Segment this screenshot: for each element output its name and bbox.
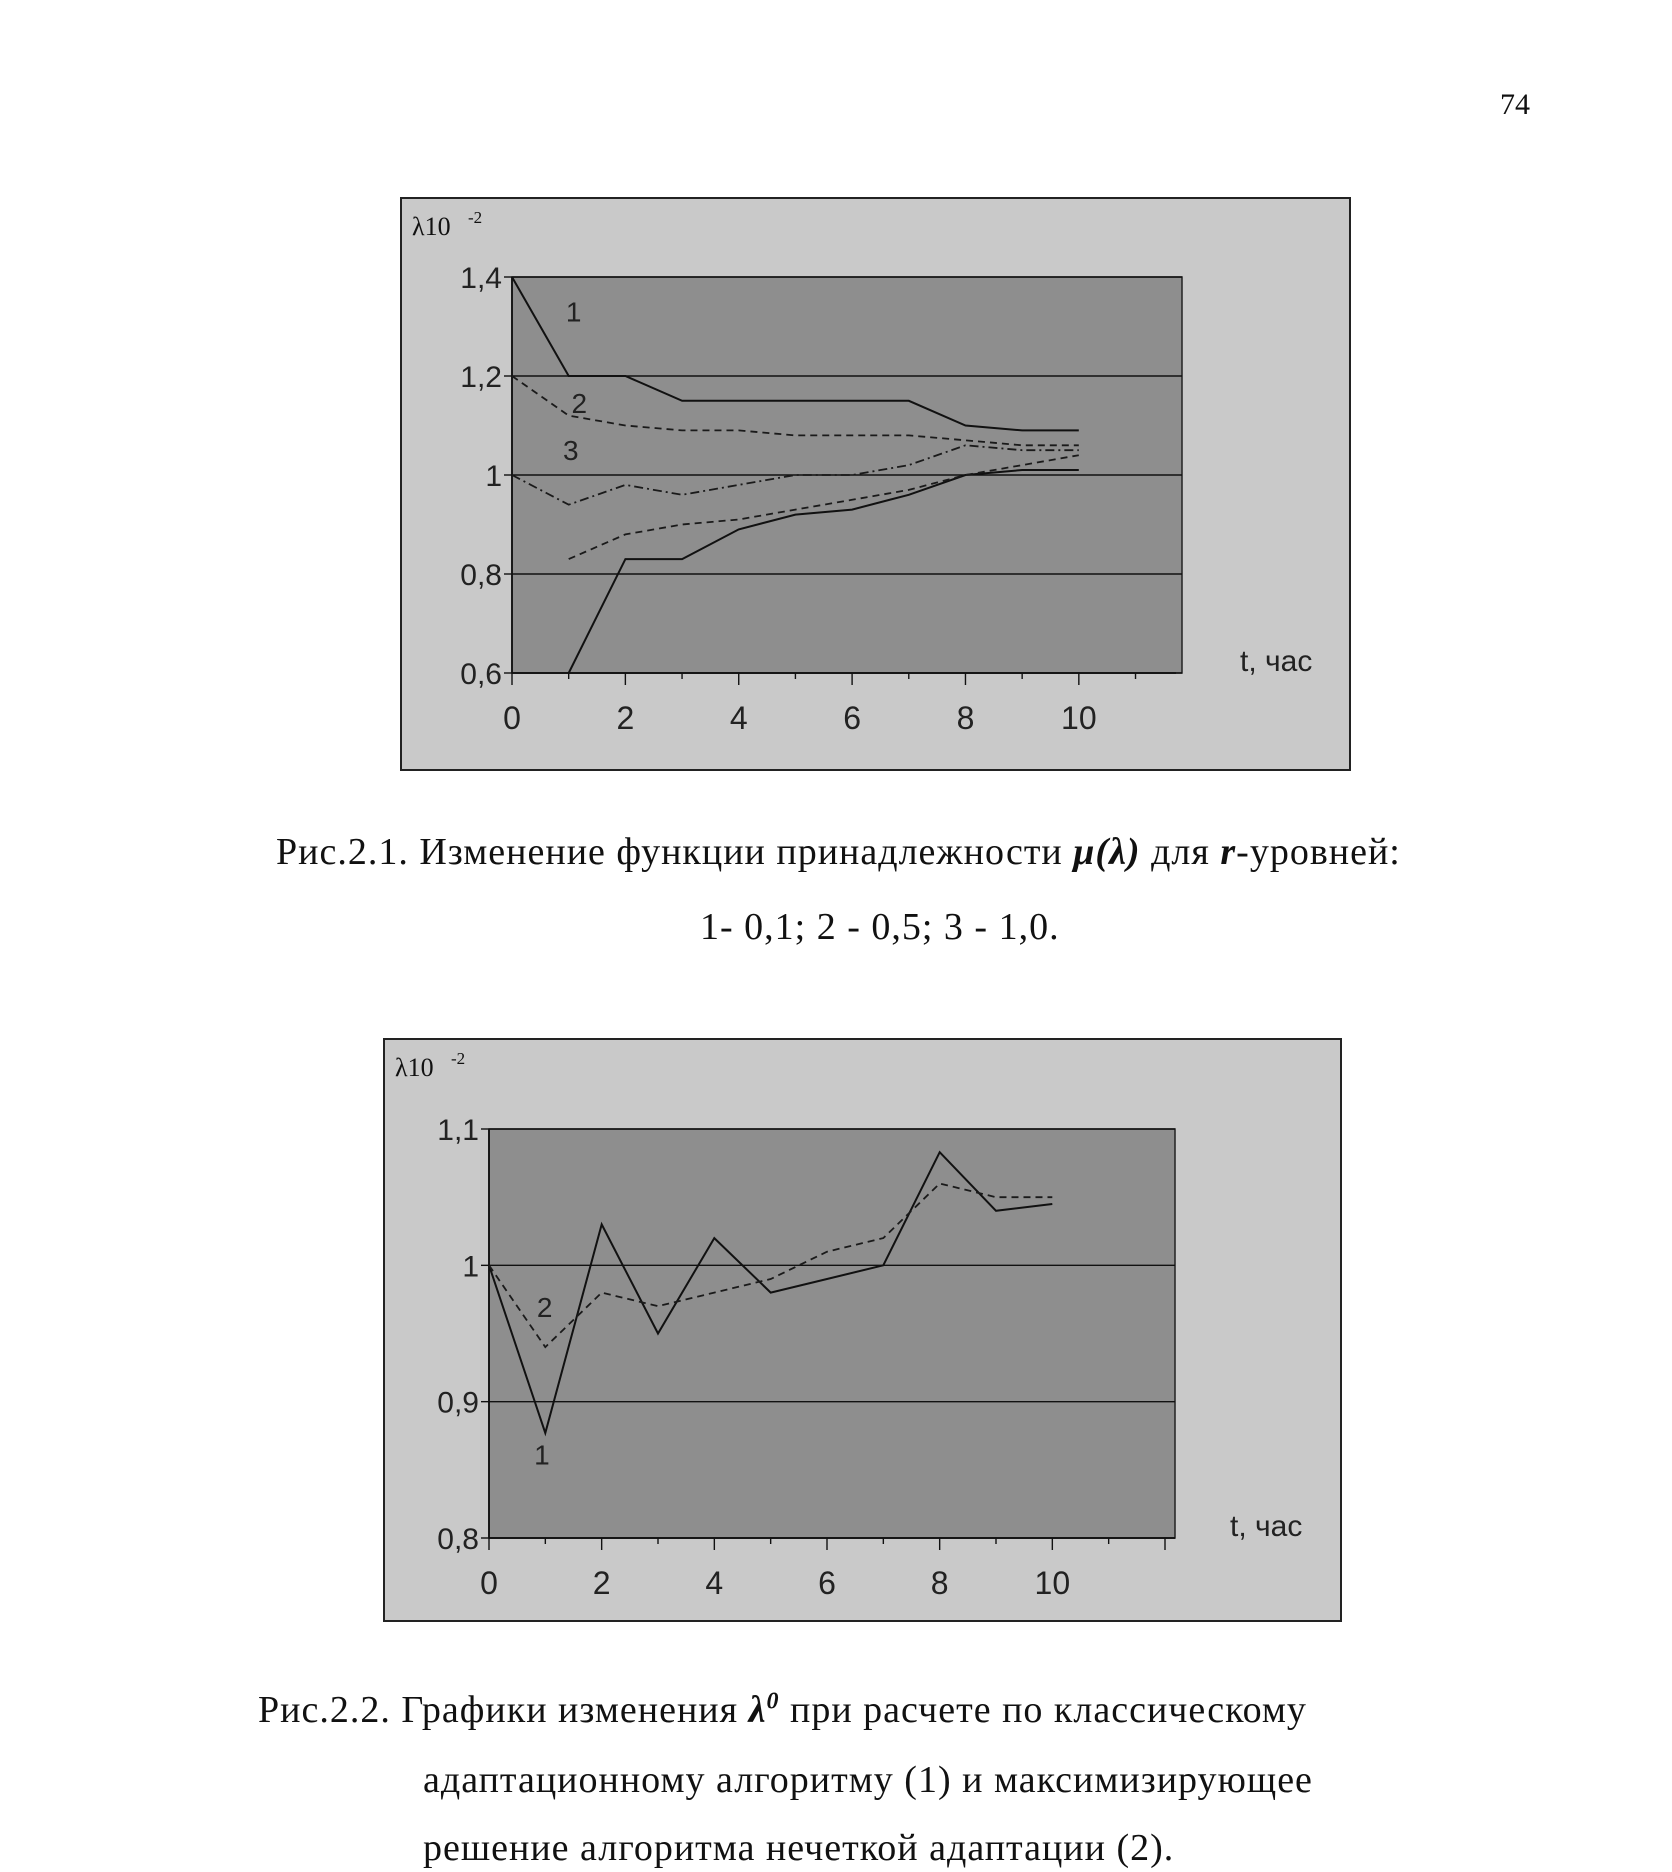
figure-1-chart-frame bbox=[400, 197, 1351, 771]
y-axis-label: λ10 bbox=[395, 1053, 434, 1082]
x-tick-label: 8 bbox=[956, 700, 975, 736]
y-axis-label-exponent: -2 bbox=[451, 1049, 466, 1068]
figure-1-caption-line-2 bbox=[700, 905, 1060, 949]
figure-1-chart bbox=[402, 199, 1349, 769]
figure-2-caption-symbol: λ bbox=[748, 1689, 767, 1731]
figure-2-chart bbox=[385, 1040, 1340, 1620]
figure-2-caption-suffix: при расчете по классическому bbox=[779, 1689, 1307, 1731]
figure-1-caption-r: r bbox=[1220, 831, 1237, 873]
figure-2-chart-frame bbox=[383, 1038, 1342, 1622]
x-tick-label: 2 bbox=[616, 700, 635, 736]
figure-2-caption-text: Рис.2.2. Графики изменения bbox=[258, 1689, 749, 1731]
x-tick-label: 4 bbox=[705, 1565, 724, 1601]
y-tick-label: 1 bbox=[462, 1250, 479, 1284]
plot-area bbox=[489, 1129, 1175, 1538]
figure-2-caption-line-1 bbox=[258, 1688, 1307, 1732]
x-tick-label: 6 bbox=[818, 1565, 836, 1601]
x-tick-label: 8 bbox=[930, 1565, 949, 1601]
figure-2-caption-line-3 bbox=[423, 1826, 1174, 1870]
x-tick-label: 0 bbox=[480, 1565, 498, 1601]
x-tick-label: 6 bbox=[843, 700, 861, 736]
figure-2-caption-line-2-text: адаптационному алгоритму (1) и максимизирующее bbox=[423, 1759, 1313, 1801]
y-axis-label: λ10 bbox=[412, 212, 451, 241]
x-tick-label: 2 bbox=[592, 1565, 611, 1601]
curve-label-1: 1 bbox=[565, 296, 582, 328]
figure-2-caption-line-3-text: решение алгоритма нечеткой адаптации (2). bbox=[423, 1827, 1175, 1869]
x-tick-label: 10 bbox=[1061, 700, 1097, 736]
page-number: 74 bbox=[1500, 88, 1530, 121]
y-tick-label: 0,9 bbox=[437, 1386, 479, 1420]
x-tick-label: 0 bbox=[503, 700, 521, 736]
figure-1-caption-text: Рис.2.1. Изменение функции принадлежности bbox=[276, 831, 1074, 873]
y-tick-label: 1,1 bbox=[437, 1114, 479, 1147]
x-axis-label: t, час bbox=[1230, 1510, 1303, 1543]
x-tick-label: 4 bbox=[729, 700, 748, 736]
curve-label-2: 2 bbox=[571, 388, 588, 420]
y-tick-label: 1,4 bbox=[460, 262, 502, 295]
figure-1-caption-line-1 bbox=[276, 830, 1401, 874]
curve-label-2: 2 bbox=[536, 1292, 553, 1324]
curve-label-3: 3 bbox=[563, 435, 579, 467]
y-tick-label: 1,2 bbox=[460, 361, 502, 394]
y-tick-label: 0,8 bbox=[437, 1523, 479, 1556]
curve-label-1: 1 bbox=[534, 1439, 550, 1471]
figure-1-caption-symbol: μ(λ) bbox=[1073, 831, 1141, 873]
y-axis-label-exponent: -2 bbox=[468, 208, 483, 227]
figure-2-caption-line-2 bbox=[423, 1758, 1313, 1802]
figure-1-caption-suffix: -уровней: bbox=[1236, 831, 1401, 873]
figure-1-caption-legend: 1- 0,1; 2 - 0,5; 3 - 1,0. bbox=[700, 906, 1060, 948]
y-tick-label: 0,8 bbox=[460, 559, 502, 592]
y-tick-label: 0,6 bbox=[460, 658, 502, 691]
x-tick-label: 10 bbox=[1034, 1565, 1071, 1601]
x-axis-label: t, час bbox=[1240, 645, 1313, 678]
figure-2-caption-superscript: 0 bbox=[766, 1688, 780, 1715]
figure-1-caption-mid: для bbox=[1140, 831, 1221, 873]
y-tick-label: 1 bbox=[485, 460, 502, 493]
